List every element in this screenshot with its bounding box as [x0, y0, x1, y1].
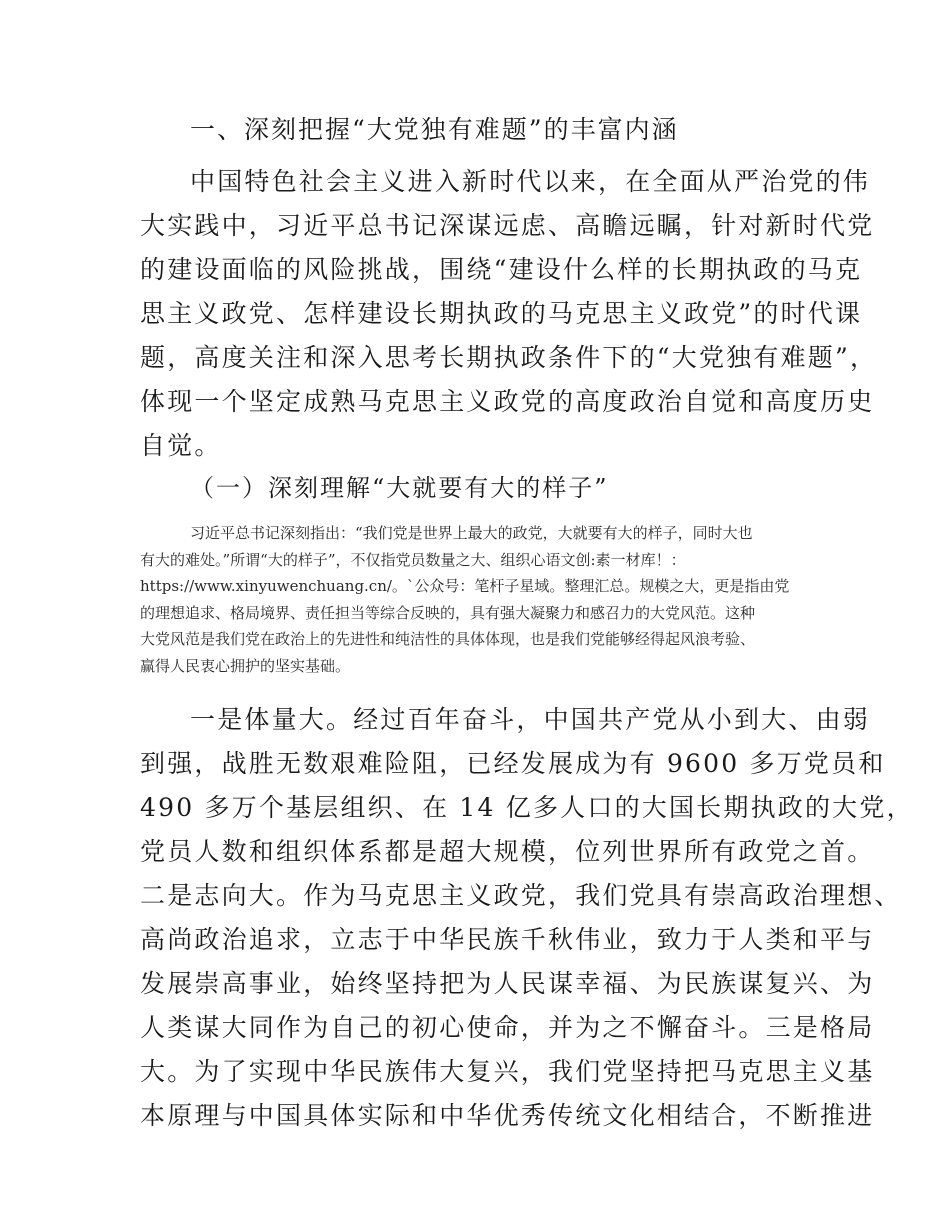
paragraph-line: 人类谋大同作为自己的初心使命，并为之不懈奋斗。三是格局 [140, 1013, 875, 1042]
paragraph-line: 本原理与中国具体实际和中华优秀传统文化相结合，不断推进 [140, 1101, 875, 1130]
paragraph-line: 习近平总书记深刻指出：“我们党是世界上最大的政党，大就要有大的样子，同时大也 [190, 524, 753, 542]
paragraph-line: 思主义政党、怎样建设长期执政的马克思主义政党”的时代课 [140, 299, 863, 328]
paragraph-line: 一是体量大。经过百年奋斗，中国共产党从小到大、由弱 [190, 705, 871, 734]
paragraph-line: 490 多万个基层组织、在 14 亿多人口的大国长期执政的大党， [140, 793, 914, 822]
paragraph-line: 题，高度关注和深入思考长期执政条件下的“大党独有难题”， [140, 343, 878, 372]
paragraph-line: 赢得人民衷心拥护的坚实基础。 [140, 656, 351, 675]
paragraph-line: 到强，战胜无数艰难险阻，已经发展成为有 9600 多万党员和 [140, 749, 886, 778]
paragraph-line: 的理想追求、格局境界、责任担当等综合反映的，具有强大凝聚力和感召力的大党风范。这种 [140, 603, 756, 622]
paragraph-line: 的建设面临的风险挑战，围绕“建设什么样的长期执政的马克 [140, 255, 863, 284]
section-heading: 一、深刻把握“大党独有难题”的丰富内涵 [190, 115, 679, 144]
paragraph-line: 体现一个坚定成熟马克思主义政党的高度政治自觉和高度历史 [140, 387, 875, 416]
paragraph-line: 发展崇高事业，始终坚持把为人民谋幸福、为民族谋复兴、为 [140, 969, 875, 998]
paragraph-line: 大党风范是我们党在政治上的先进性和纯洁性的具体体现，也是我们党能够经得起风浪考验、 [140, 630, 756, 648]
paragraph-line: 高尚政治追求，立志于中华民族千秋伟业，致力于人类和平与 [140, 925, 875, 954]
paragraph-line: 自觉。 [140, 431, 222, 460]
paragraph-line: 党员人数和组织体系都是超大规模，位列世界所有政党之首。 [140, 837, 875, 866]
paragraph-line: 中国特色社会主义进入新时代以来，在全面从严治党的伟 [190, 167, 871, 196]
intro-paragraph [140, 160, 878, 468]
paragraph-line: 大。为了实现中华民族伟大复兴，我们党坚持把马克思主义基 [140, 1057, 875, 1086]
body-paragraph [140, 698, 914, 1138]
paragraph-line: https://www.xinyuwenchuang.cn/。`公众号：笔杆子星域。整理汇总。规模之大，更是指由党 [140, 577, 790, 595]
paragraph-line: 大实践中，习近平总书记深谋远虑、高瞻远瞩，针对新时代党 [140, 211, 875, 240]
quote-paragraph [140, 520, 820, 679]
paragraph-line: 二是志向大。作为马克思主义政党，我们党具有崇高政治理想、 [140, 881, 902, 910]
paragraph-line: 有大的难处。”所谓“大的样子”，不仅指党员数量之大、组织心语文创:素一材库！： [140, 550, 686, 569]
subsection-heading: （一）深刻理解“大就要有大的样子” [190, 474, 609, 502]
